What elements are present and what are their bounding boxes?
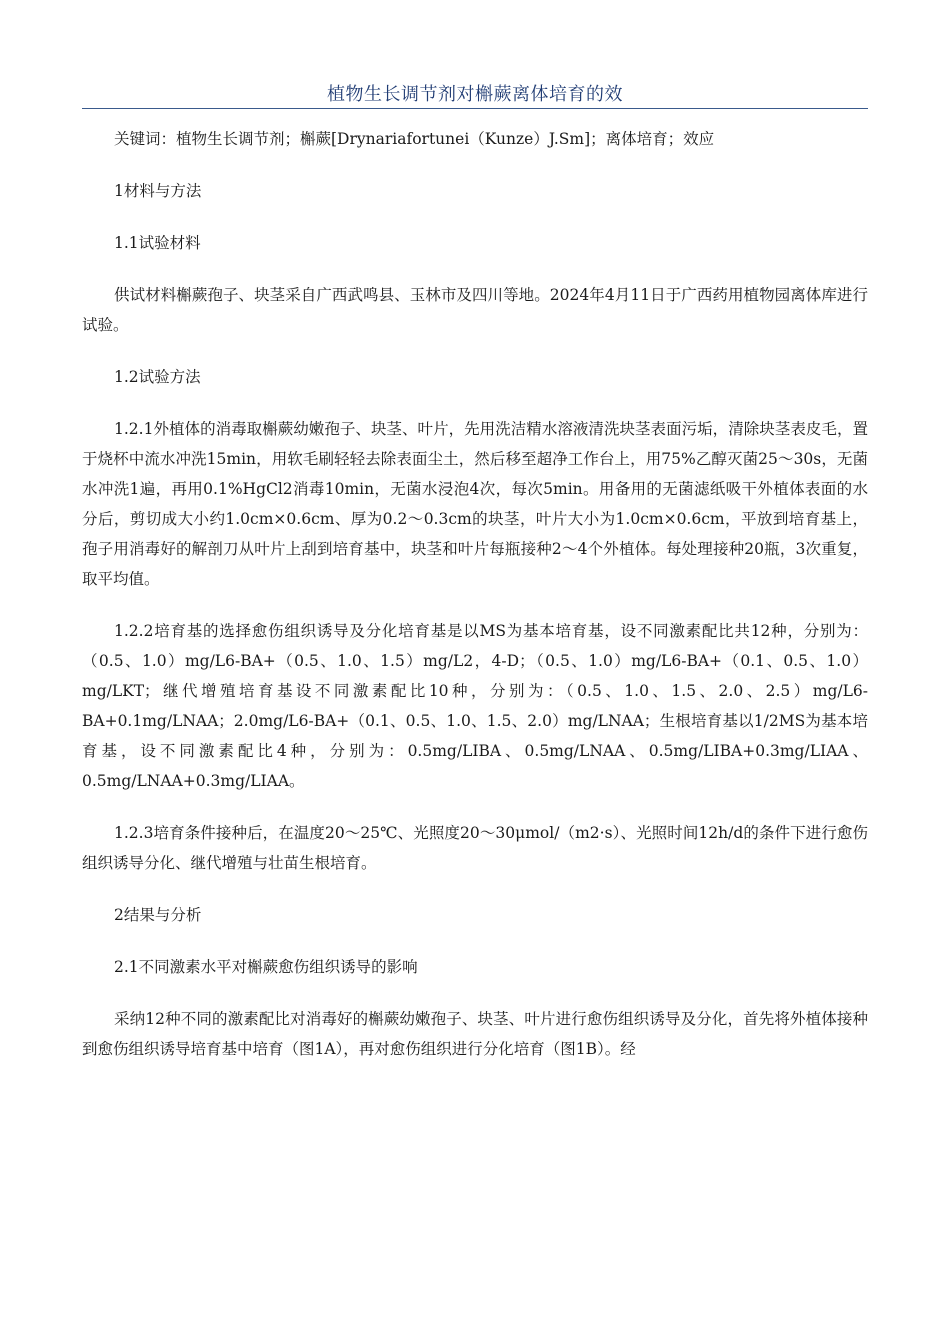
section-heading-1: 1材料与方法 xyxy=(114,182,202,200)
document-body xyxy=(82,124,868,1086)
keywords-line: 关键词：植物生长调节剂；槲蕨[Drynariafortunei（Kunze）J.Sm]；离体培育；效应 xyxy=(114,130,715,148)
section-heading-1-1: 1.1试验材料 xyxy=(114,234,201,252)
document-title: 植物生长调节剂对槲蕨离体培育的效 xyxy=(327,84,623,105)
section-heading-2-1: 2.1不同激素水平对槲蕨愈伤组织诱导的影响 xyxy=(114,958,418,976)
paragraph-1-2-2: 1.2.2培育基的选择愈伤组织诱导及分化培育基是以MS为基本培育基，设不同激素配比共12种，分别为：（0.5、1.0）mg/L6-BA+（0.5、1.0、1.5）mg/L2，4-D；（0.5、1.0）mg/L6-BA+（0.1、0.5、1.0）mg/LKT；继代增殖培育基设不同激素配比10种，分别为：（0.5、1.0、1.5、2.0、2.5）mg/L6-BA+0.1mg/LNAA；2.0mg/L6-BA+（0.1、0.5、1.0、1.5、2.0）mg/LNAA；生根培育基以1/2MS为基本培育基，设不同激素配比4种，分别为：0.5mg/LIBA、0.5mg/LNAA、0.5mg/LIBA+0.3mg/LIAA、0.5mg/LNAA+0.3mg/LIAA。 xyxy=(82,622,868,790)
paragraph-1-2-1: 1.2.1外植体的消毒取槲蕨幼嫩孢子、块茎、叶片，先用洗洁精水溶液清洗块茎表面污垢，清除块茎表皮毛，置于烧杯中流水冲洗15min，用软毛刷轻轻去除表面尘土，然后移至超净工作台上，用75%乙醇灭菌25～30s，无菌水冲洗1遍，再用0.1%HgCl2消毒10min，无菌水浸泡4次，每次5min。用备用的无菌滤纸吸干外植体表面的水分后，剪切成大小约1.0cm×0.6cm、厚为0.2～0.3cm的块茎，叶片大小为1.0cm×0.6cm，平放到培育基上，孢子用消毒好的解剖刀从叶片上刮到培育基中，块茎和叶片每瓶接种2～4个外植体。每处理接种20瓶，3次重复，取平均值。 xyxy=(82,420,868,588)
paragraph-2-1: 采纳12种不同的激素配比对消毒好的槲蕨幼嫩孢子、块茎、叶片进行愈伤组织诱导及分化，首先将外植体接种到愈伤组织诱导培育基中培育（图1A），再对愈伤组织进行分化培育（图1B）。经 xyxy=(82,1010,868,1058)
section-heading-1-2: 1.2试验方法 xyxy=(114,368,201,386)
section-heading-2: 2结果与分析 xyxy=(114,906,202,924)
paragraph-1-2-3: 1.2.3培育条件接种后，在温度20～25℃、光照度20～30μmol/（m2·s）、光照时间12h/d的条件下进行愈伤组织诱导分化、继代增殖与壮苗生根培育。 xyxy=(82,824,868,872)
title-divider xyxy=(82,108,868,109)
paragraph-1-1: 供试材料槲蕨孢子、块茎采自广西武鸣县、玉林市及四川等地。2024年4月11日于广西药用植物园离体库进行试验。 xyxy=(82,286,868,334)
